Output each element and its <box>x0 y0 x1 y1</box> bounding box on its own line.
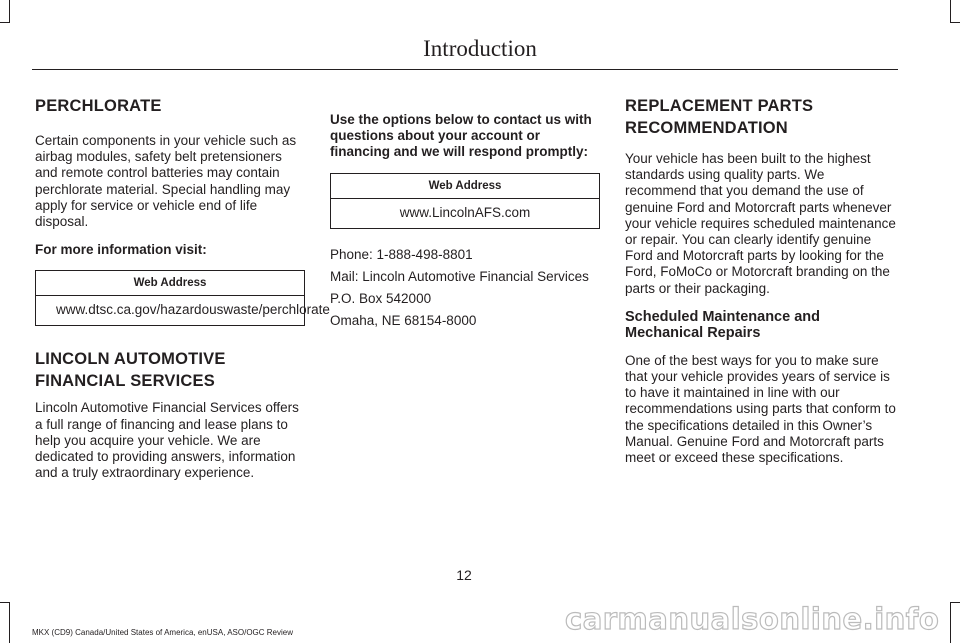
perchlorate-visit-label: For more information visit: <box>35 242 207 258</box>
perchlorate-heading: PERCHLORATE <box>35 97 162 115</box>
lincoln-body: Lincoln Automotive Financial Services offers a full range of financing and lease plans to help you acquire your vehicle. We are dedicated to providing answers, information and a truly extraordinary experience. <box>35 400 299 481</box>
page-title: Introduction <box>423 36 537 61</box>
crop-mark-top-right-h <box>950 22 960 23</box>
column-1 <box>35 95 330 493</box>
contact-intro: Use the options below to contact us with questions about your account or financing and we will respond promptly: <box>330 112 592 160</box>
lincoln-web-table <box>330 173 600 229</box>
column-2 <box>330 112 600 335</box>
watermark: carmanualsonline.info <box>565 602 940 636</box>
lincoln-heading-line2: FINANCIAL SERVICES <box>35 372 215 391</box>
crop-mark-top-left-h <box>0 22 10 23</box>
scheduled-maintenance-body: One of the best ways for you to make sure that your vehicle provides years of service is to have it maintained in line with our recommendations using parts that conform to the specifications detailed in this Owner’s Manual. Genuine Ford and Motorcraft parts meet or exceed these specifications. <box>625 352 896 466</box>
contact-phone: Phone: 1-888-498-8801 <box>330 246 473 262</box>
page-number: 12 <box>456 567 472 583</box>
perchlorate-body: Certain components in your vehicle such as airbag modules, safety belt pretensioners and remote control batteries may contain perchlorate material. Special handling may apply for service or vehicle end of life disposal. <box>35 133 297 230</box>
scheduled-maintenance-subheading: Scheduled Maintenance and Mechanical Repairs <box>625 308 820 341</box>
contact-city: Omaha, NE 68154-8000 <box>330 313 477 329</box>
header-divider <box>32 69 898 70</box>
crop-mark-bottom-right-h <box>950 602 960 603</box>
lincoln-web-link[interactable]: www.LincolnAFS.com <box>399 204 531 220</box>
footer-text: MKX (CD9) Canada/United States of America, enUSA, ASO/OGC Review <box>32 628 293 637</box>
crop-mark-bottom-right-v <box>950 602 951 643</box>
crop-mark-top-right-v <box>950 0 951 23</box>
replacement-heading-line2: RECOMMENDATION <box>625 119 788 137</box>
crop-mark-top-left-v <box>9 0 10 23</box>
perchlorate-web-table <box>35 270 330 326</box>
column-3 <box>625 95 897 478</box>
replacement-heading-line1: REPLACEMENT PARTS <box>625 97 814 115</box>
table-header: Web Address <box>331 174 599 199</box>
lincoln-heading-line1: LINCOLN AUTOMOTIVE <box>35 350 226 369</box>
contact-mail: Mail: Lincoln Automotive Financial Services <box>330 268 589 284</box>
table-header: Web Address <box>36 271 304 296</box>
crop-mark-bottom-left-h <box>0 602 10 603</box>
replacement-body: Your vehicle has been built to the highest standards using quality parts. We recommend that you demand the use of genuine Ford and Motorcraft parts whenever your vehicle requires scheduled maintenance or repair. You can clearly identify genuine Ford and Motorcraft parts by looking for the Ford, FoMoCo or Motorcraft branding on the parts or their packaging. <box>625 151 896 296</box>
perchlorate-web-link[interactable]: www.dtsc.ca.gov/hazardouswaste/perchlorate <box>56 302 330 318</box>
contact-po-box: P.O. Box 542000 <box>330 291 432 307</box>
crop-mark-bottom-left-v <box>9 602 10 643</box>
